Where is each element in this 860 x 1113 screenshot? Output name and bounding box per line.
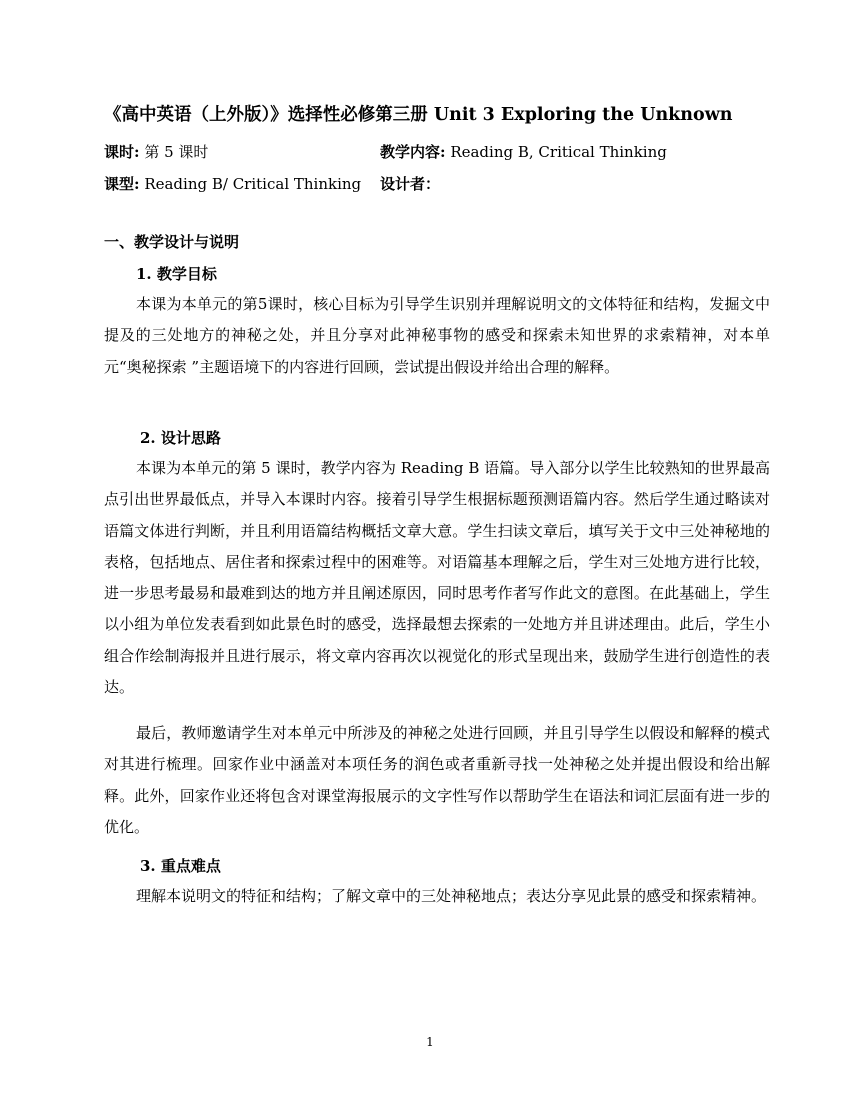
designer-label: 设计者： (380, 175, 441, 193)
type-field (104, 172, 361, 196)
lesson-label: 课时: (104, 143, 140, 161)
section-heading: 一、教学设计与说明 (104, 233, 240, 251)
subsection-heading-key-points: 3. 重点难点 (140, 857, 221, 875)
meta-row-type (104, 172, 784, 196)
document-title: 《高中英语（上外版）》选择性必修第三册 Unit 3 Exploring the Unknown (104, 105, 733, 125)
type-value: Reading B/ Critical Thinking (139, 175, 362, 193)
subsection-heading-objectives: 1. 教学目标 (136, 265, 217, 283)
paragraph-design-2: 最后，教师邀请学生对本单元中所涉及的神秘之处进行回顾，并且引导学生以假设和解释的模式对其进行梳理。回家作业中涵盖对本项任务的润色或者重新寻找一处神秘之处并提出假设和给出解释。此外，回家作业还将包含对课堂海报展示的文字性写作以帮助学生在语法和词汇层面有进一步的优化。 (104, 724, 770, 836)
content-field (380, 140, 667, 164)
paragraph-key-points: 理解本说明文的特征和结构；了解文章中的三处神秘地点；表达分享见此景的感受和探索精神。 (136, 887, 767, 905)
subsection-heading-design: 2. 设计思路 (140, 429, 221, 447)
page-number: 1 (426, 1035, 434, 1049)
paragraph-objectives: 本课为本单元的第5课时，核心目标为引导学生识别并理解说明文的文体特征和结构，发掘文中提及的三处地方的神秘之处，并且分享对此神秘事物的感受和探索未知世界的求索精神，对本单元“奥秘探索 ”主题语境下的内容进行回顾，尝试提出假设并给出合理的解释。 (104, 295, 770, 376)
meta-row-lesson (104, 140, 784, 164)
content-label: 教学内容: (380, 143, 446, 161)
content-value: Reading B, Critical Thinking (445, 143, 667, 161)
paragraph-design-1: 本课为本单元的第 5 课时，教学内容为 Reading B 语篇。导入部分以学生比较熟知的世界最高点引出世界最低点，并导入本课时内容。接着引导学生根据标题预测语篇内容。然后学生通过略读对语篇文体进行判断，并且利用语篇结构概括文章大意。学生扫读文章后，填写关于文中三处神秘地的表格，包括地点、居住者和探索过程中的困难等。对语篇基本理解之后，学生对三处地方进行比较，进一步思考最易和最难到达的地方并且阐述原因，同时思考作者写作此文的意图。在此基础上，学生以小组为单位发表看到如此景色时的感受，选择最想去探索的一处地方并且讲述理由。此后，学生小组合作绘制海报并且进行展示，将文章内容再次以视觉化的形式呈现出来，鼓励学生进行创造性的表达。 (104, 459, 770, 697)
type-label: 课型: (104, 175, 140, 193)
designer-field (380, 172, 440, 196)
lesson-value: 第 5 课时 (139, 143, 209, 161)
lesson-field (104, 140, 208, 164)
